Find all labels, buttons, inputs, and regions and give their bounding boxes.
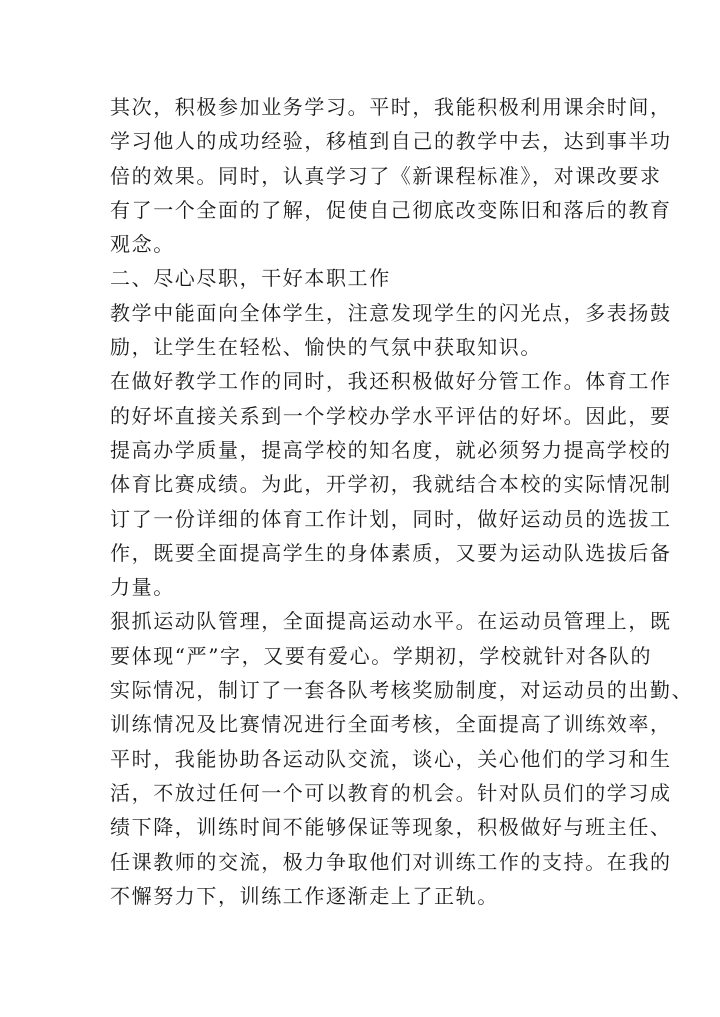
text-line: 教学中能面向全体学生，注意发现学生的闪光点，多表扬鼓: [110, 300, 672, 325]
text-line: 作，既要全面提高学生的身体素质，又要为运动队选拔后备: [110, 540, 672, 565]
text-line: 励，让学生在轻松、愉快的气氛中获取知识。: [110, 335, 542, 360]
document-body: [110, 90, 694, 913]
text-line: 观念。: [110, 232, 175, 257]
text-line: 实际情况，制订了一套各队考核奖励制度，对运动员的出勤、: [110, 678, 694, 703]
text-line: 绩下降，训练时间不能够保证等现象，积极做好与班主任、: [110, 815, 672, 840]
text-line: 体育比赛成绩。为此，开学初，我就结合本校的实际情况制: [110, 472, 672, 497]
text-line: 其次，积极参加业务学习。平时，我能积极利用课余时间，: [110, 95, 672, 119]
text-line: 学习他人的成功经验，移植到自己的教学中去，达到事半功: [110, 129, 672, 154]
text-line: 提高办学质量，提高学校的知名度，就必须努力提高学校的: [110, 437, 672, 462]
text-line: 的好坏直接关系到一个学校办学水平评估的好坏。因此，要: [110, 403, 672, 428]
text-line: 在做好教学工作的同时，我还积极做好分管工作。体育工作: [110, 369, 672, 394]
text-line: 有了一个全面的了解，促使自己彻底改变陈旧和落后的教育: [110, 197, 672, 222]
text-line: 力量。: [110, 575, 175, 600]
text-line: 平时，我能协助各运动队交流，谈心，关心他们的学习和生: [110, 746, 672, 771]
text-line: 不懈努力下，训练工作逐渐走上了正轨。: [110, 883, 499, 908]
text-line: 要体现“严”字，又要有爱心。学期初，学校就针对各队的: [110, 643, 653, 668]
text-line: 活，不放过任何一个可以教育的机会。针对队员们的学习成: [110, 780, 672, 805]
text-line: 任课教师的交流，极力争取他们对训练工作的支持。在我的: [110, 849, 672, 874]
text-line: 训练情况及比赛情况进行全面考核，全面提高了训练效率，: [110, 712, 672, 737]
text-line: 狠抓运动队管理，全面提高运动水平。在运动员管理上，既: [110, 609, 672, 634]
text-line: 倍的效果。同时，认真学习了《新课程标准》，对课改要求: [110, 163, 662, 188]
text-line: 订了一份详细的体育工作计划，同时，做好运动员的选拔工: [110, 506, 672, 531]
section-heading: 二、尽心尽职，干好本职工作: [110, 266, 391, 291]
